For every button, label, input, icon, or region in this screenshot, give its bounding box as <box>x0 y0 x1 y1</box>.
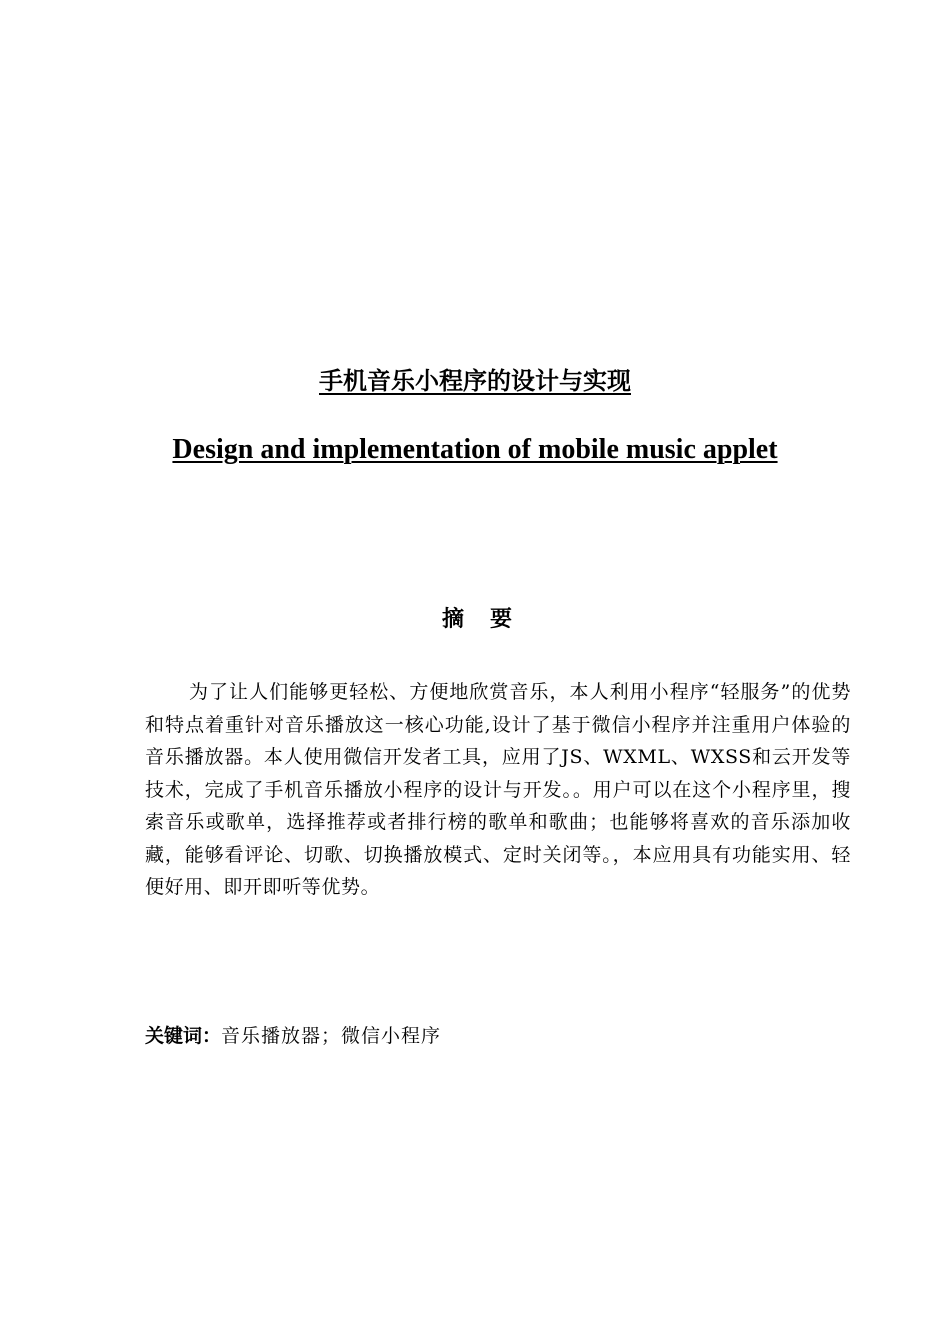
english-title-text: Design and implementation of mobile music applet <box>172 434 778 465</box>
english-title <box>0 431 950 469</box>
chinese-title-text: 手机音乐小程序的设计与实现 <box>319 367 631 395</box>
chinese-title <box>0 364 950 398</box>
abstract-heading: 摘要 <box>441 607 538 632</box>
keywords-value: 音乐播放器；微信小程序 <box>221 1025 442 1047</box>
keywords-line <box>145 1020 441 1052</box>
keywords-label: 关键词： <box>145 1025 222 1047</box>
abstract-body: 为了让人们能够更轻松、方便地欣赏音乐，本人利用小程序“轻服务”的优势和特点着重针对音乐播放这一核心功能,设计了基于微信小程序并注重用户体验的音乐播放器。本人使用微信开发者工具，应用了JS、WXML、WXSS和云开发等技术，完成了手机音乐播放小程序的设计与开发。。用户可以在这个小程序里，搜索音乐或歌单，选择推荐或者排行榜的歌单和歌曲；也能够将喜欢的音乐添加收藏，能够看评论、切歌、切换播放模式、定时关闭等。，本应用具有功能实用、轻便好用、即开即听等优势。 <box>145 681 851 898</box>
